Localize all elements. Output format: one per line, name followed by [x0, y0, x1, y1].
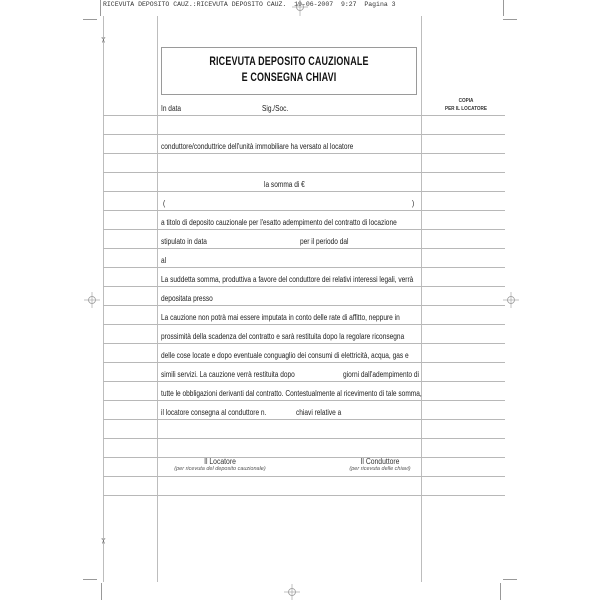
form-rule — [103, 381, 505, 382]
crop-mark — [101, 583, 102, 600]
crop-mark — [503, 0, 504, 16]
conduttore-text: conduttore/conduttrice dell'unità immobiliare ha versato al locatore — [161, 142, 354, 151]
signature-locatore — [160, 457, 280, 472]
paren-close: ) — [412, 199, 415, 208]
form-rule — [103, 419, 505, 420]
chiavi-relative-label: chiavi relative a — [296, 408, 342, 417]
form-line: tutte le obbligazioni derivanti dal contratto. Contestualmente al ricevimento di tale somma, — [161, 389, 422, 398]
form-rule — [103, 115, 505, 116]
signature-conduttore-subtitle: (per ricevuta delle chiavi) — [349, 466, 411, 472]
crop-mark — [100, 0, 101, 16]
stipulato-label: stipulato in data — [161, 237, 207, 246]
scissors-icon: ✂ — [98, 36, 108, 44]
form-line: giorni dall'adempimento di — [343, 370, 420, 379]
copy-label-2: PER IL LOCATORE — [444, 106, 488, 112]
form-line: delle cose locate e dopo eventuale conguaglio dei consumi di elettricità, acqua, gas e — [161, 351, 409, 360]
form-rule — [103, 476, 505, 477]
title-line-1: RICEVUTA DEPOSITO CAUZIONALE — [209, 56, 369, 68]
al-label: al — [161, 256, 167, 265]
form-rule — [103, 362, 505, 363]
periodo-label: per il periodo dal — [300, 237, 349, 246]
form-rule — [103, 305, 505, 306]
crop-mark — [503, 579, 517, 580]
form-rule — [103, 343, 505, 344]
copy-label-1: COPIA — [458, 98, 474, 104]
title-line-2: E CONSEGNA CHIAVI — [241, 72, 337, 84]
form-rule — [103, 286, 505, 287]
registration-mark-icon — [84, 292, 100, 308]
form-rule — [103, 134, 505, 135]
form-line: La cauzione non potrà mai essere imputata in conto delle rate di affitto, neppure in — [161, 313, 400, 322]
inner-left-rule — [157, 16, 158, 582]
signature-conduttore-title: Il Conduttore — [360, 457, 400, 466]
crop-mark — [503, 19, 517, 20]
crop-mark — [500, 583, 501, 600]
outer-left-rule — [103, 16, 104, 582]
inner-right-rule — [421, 16, 422, 582]
sig-soc-label: Sig./Soc. — [262, 104, 289, 113]
crop-mark — [83, 579, 97, 580]
signature-conduttore — [330, 457, 430, 472]
form-rule — [103, 210, 505, 211]
form-line: simili servizi. La cauzione verrà restituita dopo — [161, 370, 295, 379]
somma-label: la somma di € — [264, 180, 305, 189]
depositata-label: depositata presso — [161, 294, 213, 303]
form-rule — [103, 324, 505, 325]
scissors-icon: ✂ — [98, 537, 108, 545]
form-line: prossimità della scadenza del contratto e sarà restituita dopo la regolare riconsegna — [161, 332, 405, 341]
form-rule — [103, 248, 505, 249]
print-header: RICEVUTA DEPOSITO CAUZ.:RICEVUTA DEPOSITO CAUZ. 19-06-2007 9:27 Pagina 3 — [103, 1, 396, 8]
form-rule — [103, 191, 505, 192]
form-line: La suddetta somma, produttiva a favore del conduttore dei relativi interessi legali, verrà — [161, 275, 414, 284]
crop-mark — [83, 19, 97, 20]
form-rule — [103, 438, 505, 439]
paren-open: ( — [163, 199, 166, 208]
registration-mark-icon — [292, 0, 308, 16]
form-line: a titolo di deposito cauzionale per l'esatto adempimento del contratto di locazione — [161, 218, 397, 227]
title-box — [161, 47, 417, 95]
form-rule — [103, 400, 505, 401]
in-data-label: In data — [161, 104, 182, 113]
registration-mark-icon — [284, 584, 300, 600]
signature-locatore-title: Il Locatore — [204, 457, 236, 466]
form-rule — [103, 229, 505, 230]
form-rule — [103, 153, 505, 154]
form-rule — [103, 172, 505, 173]
registration-mark-icon — [503, 292, 519, 308]
signature-locatore-subtitle: (per ricevuta del deposito cauzionale) — [174, 466, 266, 472]
form-rule — [103, 267, 505, 268]
form-rule — [103, 495, 505, 496]
chiavi-n-label: il locatore consegna al conduttore n. — [161, 408, 267, 417]
